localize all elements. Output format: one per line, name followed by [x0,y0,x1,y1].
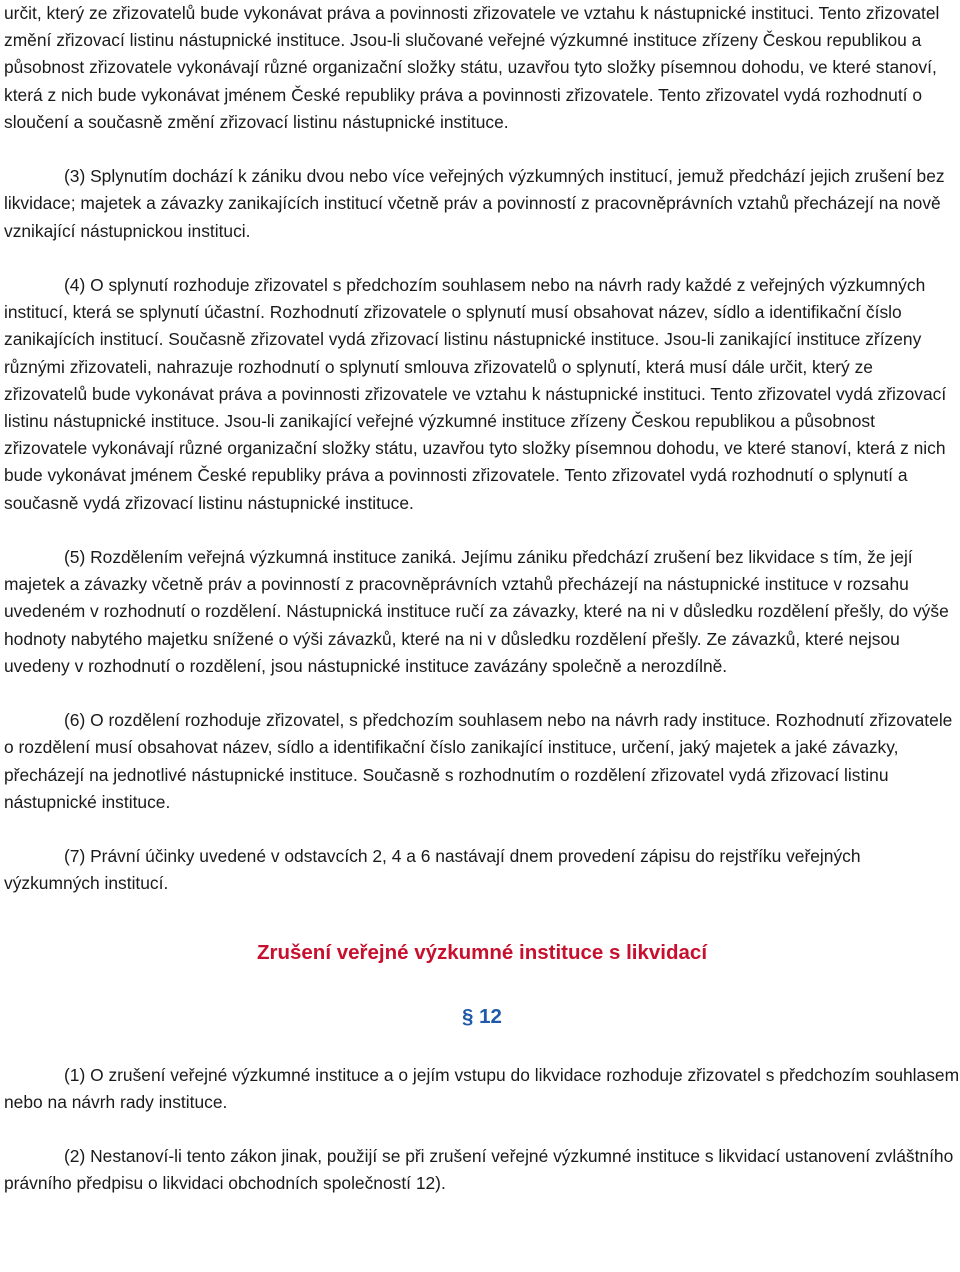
section-12-paragraph-2: (2) Nestanoví-li tento zákon jinak, použijí se při zrušení veřejné výzkumné instituce s likvidací ustanovení zvláštního právního předpisu o likvidaci obchodních společností 12). [4,1146,954,1194]
paragraph-3: (3) Splynutím dochází k zániku dvou nebo více veřejných výzkumných institucí, jemuž předchází jejich zrušení bez likvidace; majetek a závazky zanikajících institucí včetně práv a povinností z pracovněprávních vztahů přecházejí na nově vznikající nástupnickou instituci. [4,166,945,241]
paragraph-6: (6) O rozdělení rozhoduje zřizovatel, s předchozím souhlasem nebo na návrh rady instituce. Rozhodnutí zřizovatele o rozdělení musí obsahovat název, sídlo a identifikační číslo zanikající instituce, určení, jaký majetek a jaké závazky, přecházejí na jednotlivé nástupnické instituce. Současně s rozhodnutím o rozdělení zřizovatel vydá zřizovací listinu nástupnické instituce. [4,710,953,812]
section-12-paragraph-1: (1) O zrušení veřejné výzkumné instituce a o jejím vstupu do likvidace rozhoduje zřizovatel s předchozím souhlasem nebo na návrh rady instituce. [4,1064,960,1112]
section-number: § 12 [462,1004,502,1028]
document-page [4,0,960,1198]
paragraph-continuation: určit, který ze zřizovatelů bude vykonávat práva a povinnosti zřizovatele ve vztahu k nástupnické instituci. Tento zřizovatel změní zřizovací listinu nástupnické instituce. Jsou-li slučované veřejné výzkumné instituce zřízeny Českou republikou a působnost zřizovatele vykonávají různé organizační složky státu, uzavřou tyto složky písemnou dohodu, ve které stanoví, která z nich bude vykonávat jménem České republiky práva a povinnosti zřizovatele. Tento zřizovatel vydá rozhodnutí o sloučení a současně změní zřizovací listinu nástupnické instituce. [4,3,940,132]
paragraph-5: (5) Rozdělením veřejná výzkumná instituce zaniká. Jejímu zániku předchází zrušení bez likvidace s tím, že její majetek a závazky včetně práv a povinností z pracovněprávních vztahů přecházejí na nástupnické instituce v rozsahu uvedeném v rozhodnutí o rozdělení. Nástupnická instituce ručí za závazky, které na ni v důsledku rozdělení přešly, do výše hodnoty nabytého majetku snížené o výši závazků, které na ni v důsledku rozdělení přešly. Ze závazků, které nejsou uvedeny v rozhodnutí o rozdělení, jsou nástupnické instituce zavázány společně a nerozdílně. [4,547,949,676]
paragraph-4: (4) O splynutí rozhoduje zřizovatel s předchozím souhlasem nebo na návrh rady každé z veřejných výzkumných institucí, která se splynutí účastní. Rozhodnutí zřizovatele o splynutí musí obsahovat název, sídlo a identifikační číslo zanikajících institucí. Současně zřizovatel vydá zřizovací listinu nástupnické instituce. Jsou-li zanikající instituce zřízeny různými zřizovateli, nahrazuje rozhodnutí o splynutí smlouva zřizovatelů o splynutí, která musí dále určit, který ze zřizovatelů bude vykonávat práva a povinnosti zřizovatele ve vztahu k nástupnické instituci. Tento zřizovatel vydá zřizovací listinu nástupnické instituce. Jsou-li zanikající veřejné výzkumné instituce zřízeny Českou republikou a působnost zřizovatele vykonávají různé organizační složky státu, uzavřou tyto složky písemnou dohodu, ve které stanoví, která z nich bude vykonávat jménem České republiky práva a povinnosti zřizovatele. Tento zřizovatel vydá rozhodnutí o splynutí a současně vydá zřizovací listinu nástupnické instituce. [4,275,947,513]
section-number-heading [4,1002,960,1032]
section-heading-title: Zrušení veřejné výzkumné instituce s likvidací [256,940,708,964]
paragraph-7: (7) Právní účinky uvedené v odstavcích 2, 4 a 6 nastávají dnem provedení zápisu do rejstříku veřejných výzkumných institucí. [4,846,861,894]
